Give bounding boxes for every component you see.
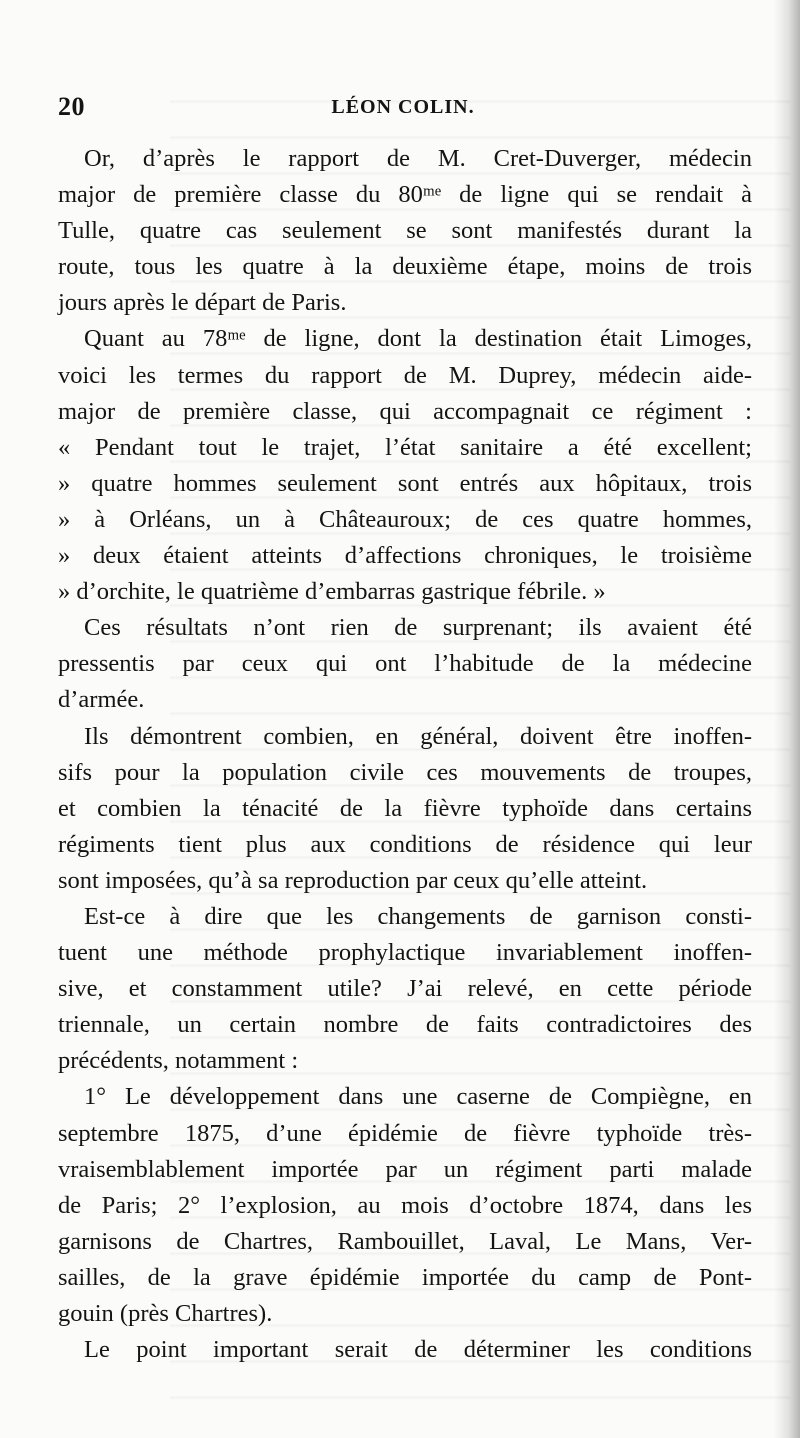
- page-number: 20: [58, 92, 85, 121]
- text-line: 1° Le développement dans une caserne de Compiègne, en: [84, 1083, 752, 1111]
- running-head: LÉON COLIN.: [331, 96, 475, 118]
- text-line: vraisemblablement importée par un régiment parti malade: [58, 1155, 752, 1183]
- body-text: [58, 141, 752, 1368]
- page-header: [58, 92, 748, 132]
- text-line: de Paris; 2° l’explosion, au mois d’octobre 1874, dans les: [58, 1191, 752, 1219]
- text-line: Ces résultats n’ont rien de surprenant; ils avaient été: [84, 614, 752, 642]
- text-line: gouin (près Chartres).: [58, 1300, 273, 1327]
- text-line: » quatre hommes seulement sont entrés aux hôpitaux, trois: [58, 469, 752, 497]
- text-line: voici les termes du rapport de M. Duprey, médecin aide-: [58, 361, 752, 389]
- text-line: et combien la ténacité de la fièvre typhoïde dans certains: [58, 794, 752, 822]
- page-edge-shadow: [774, 0, 800, 1438]
- text-line: » deux étaient atteints d’affections chroniques, le troisième: [58, 542, 752, 570]
- text-line: tuent une méthode prophylactique invariablement inoffen-: [58, 939, 752, 967]
- text-line: triennale, un certain nombre de faits contradictoires des: [58, 1011, 752, 1039]
- text-line: major de première classe, qui accompagnait ce régiment :: [58, 397, 752, 425]
- text-line: » d’orchite, le quatrième d’embarras gastrique fébrile. »: [58, 578, 606, 606]
- text-line: Est-ce à dire que les changements de garnison consti-: [84, 902, 752, 930]
- text-line: route, tous les quatre à la deuxième étape, moins de trois: [58, 253, 752, 281]
- text-line: Ils démontrent combien, en général, doivent être inoffen-: [84, 722, 752, 750]
- text-line: sive, et constamment utile? J’ai relevé, en cette période: [58, 975, 752, 1003]
- text-line: sifs pour la population civile ces mouvements de troupes,: [58, 758, 752, 786]
- text-line: » à Orléans, un à Châteauroux; de ces quatre hommes,: [58, 505, 752, 533]
- text-line: garnisons de Chartres, Rambouillet, Laval, Le Mans, Ver-: [58, 1227, 752, 1255]
- text-line: Le point important serait de déterminer les conditions: [84, 1336, 752, 1364]
- text-line: régiments tient plus aux conditions de résidence qui leur: [58, 830, 752, 858]
- text-line: « Pendant tout le trajet, l’état sanitaire a été excellent;: [58, 433, 752, 461]
- text-line: pressentis par ceux qui ont l’habitude de la médecine: [58, 650, 752, 678]
- text-line: sont imposées, qu’à sa reproduction par ceux qu’elle atteint.: [58, 866, 648, 894]
- text-line: Quant au 78ᵐᵉ de ligne, dont la destination était Limoges,: [84, 325, 752, 353]
- text-line: jours après le départ de Paris.: [58, 289, 347, 317]
- text-line: Or, d’après le rapport de M. Cret-Duverger, médecin: [84, 145, 752, 172]
- text-line: major de première classe du 80ᵐᵉ de ligne qui se rendait à: [58, 181, 752, 209]
- text-line: précédents, notamment :: [58, 1047, 299, 1075]
- text-line: sailles, de la grave épidémie importée du camp de Pont-: [58, 1263, 752, 1291]
- text-line: d’armée.: [58, 686, 145, 714]
- text-line: Tulle, quatre cas seulement se sont manifestés durant la: [58, 217, 752, 245]
- text-line: septembre 1875, d’une épidémie de fièvre typhoïde très-: [58, 1119, 752, 1147]
